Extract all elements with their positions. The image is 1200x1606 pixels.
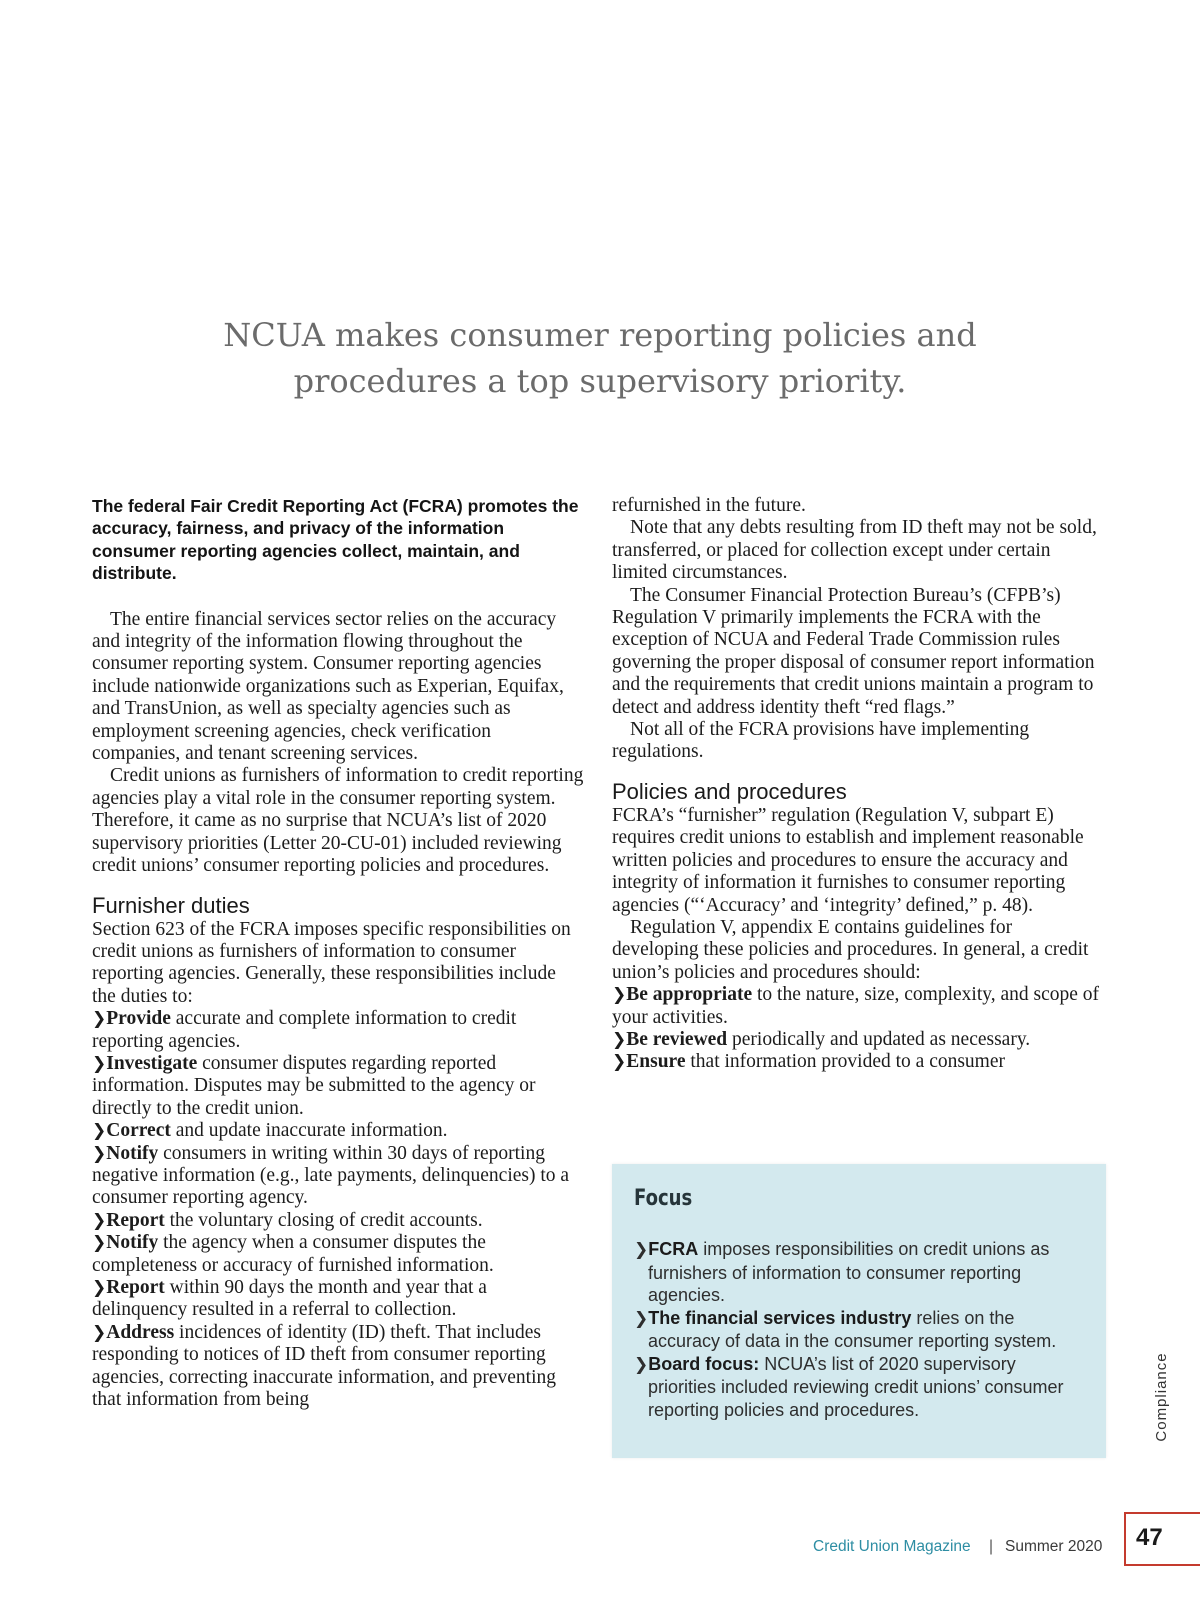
chevron-right-icon: ❯ bbox=[92, 1278, 107, 1298]
list-item bbox=[92, 1143, 584, 1210]
section-heading-furnisher-duties: Furnisher duties bbox=[92, 892, 250, 918]
list-item-text: periodically and updated as necessary. bbox=[727, 1028, 1031, 1050]
list-item bbox=[92, 1232, 584, 1277]
focus-item-text: NCUA’s list of 2020 supervisory priorities included reviewing credit unions’ consumer reporting policies and procedures. bbox=[648, 1353, 1064, 1420]
list-item-text: and update inaccurate information. bbox=[170, 1120, 448, 1142]
focus-item bbox=[634, 1353, 1074, 1422]
focus-item-text: relies on the accuracy of data in the consumer reporting system. bbox=[648, 1307, 1057, 1351]
focus-item-text: imposes responsibilities on credit unions as furnishers of information to consumer reporting agencies. bbox=[648, 1239, 1050, 1305]
list-item bbox=[92, 1120, 584, 1142]
body-paragraph: The Consumer Financial Protection Bureau’s (CFPB’s) Regulation V primarily implements the FCRA with the exception of NCUA and Federal Trade Commission rules governing the proper disposal of consumer report information and the requirements that credit unions maintain a program to detect and address identity theft “red flags.” bbox=[612, 584, 1095, 718]
left-column bbox=[92, 495, 584, 1411]
list-item-keyword: Report bbox=[106, 1277, 165, 1298]
focus-item-keyword: Board focus: bbox=[648, 1353, 760, 1374]
list-item-text: consumers in writing within 30 days of reporting negative information (e.g., late payments, delinquencies) to a consumer reporting agency. bbox=[92, 1142, 570, 1209]
focus-item bbox=[634, 1238, 1074, 1307]
focus-item-keyword: FCRA bbox=[648, 1239, 699, 1259]
body-paragraph: Credit unions as furnishers of information to credit reporting agencies play a vital role in the consumer reporting system. Therefore, it came as no surprise that NCUA’s list of 2020 supervisory priorities (Letter 20-CU-01) included reviewing credit unions’ consumer reporting policies and procedures. bbox=[92, 765, 584, 877]
list-item-keyword: Provide bbox=[106, 1008, 171, 1030]
focus-list bbox=[634, 1238, 1074, 1421]
focus-item-keyword: The financial services industry bbox=[648, 1307, 912, 1328]
chevron-right-icon: ❯ bbox=[92, 1233, 107, 1254]
body-paragraph: Regulation V, appendix E contains guidelines for developing these policies and procedures. In general, a credit union’s policies and procedures should: bbox=[612, 916, 1089, 983]
deck-line-2: procedures a top supervisory priority. bbox=[293, 362, 907, 400]
body-paragraph: refurnished in the future. bbox=[612, 495, 806, 516]
list-item-keyword: Be appropriate bbox=[626, 984, 753, 1006]
chevron-right-icon: ❯ bbox=[634, 1354, 649, 1375]
body-paragraph: The entire financial services sector relies on the accuracy and integrity of the information flowing throughout the consumer reporting system. Consumer reporting agencies include nationwide organizations such as Experian, Equifax, and TransUnion, as well as specialty agencies such as employment screening agencies, check verification companies, and tenant screening services. bbox=[92, 608, 564, 765]
body-paragraph: Note that any debts resulting from ID theft may not be sold, transferred, or placed for collection except under certain limited circumstances. bbox=[612, 517, 1097, 584]
body-paragraph: FCRA’s “furnisher” regulation (Regulation V, subpart E) requires credit unions to establish and implement reasonable written policies and procedures to ensure the accuracy and integrity of information it furnishes to consumer reporting agencies (“‘Accuracy’ and ‘integrity’ defined,” p. 48). bbox=[612, 804, 1084, 916]
section-label-text: Compliance bbox=[1153, 1352, 1170, 1442]
section-heading-policies-and-procedures: Policies and procedures bbox=[612, 778, 847, 804]
list-item-keyword: Notify bbox=[106, 1142, 159, 1164]
chevron-right-icon: ❯ bbox=[92, 1210, 107, 1231]
list-item-keyword: Report bbox=[106, 1209, 165, 1231]
list-item-text: to the nature, size, complexity, and scope of your activities. bbox=[612, 984, 1100, 1028]
focus-box bbox=[612, 1164, 1106, 1458]
list-item-keyword: Notify bbox=[106, 1232, 159, 1254]
list-item bbox=[92, 1053, 584, 1120]
list-item-text: consumer disputes regarding reported information. Disputes may be submitted to the agency or directly to the credit union. bbox=[92, 1052, 536, 1119]
list-item-text: the voluntary closing of credit accounts. bbox=[164, 1209, 483, 1231]
page-number: 47 bbox=[1136, 1524, 1163, 1551]
list-item bbox=[612, 1029, 1102, 1051]
page-number-box bbox=[1124, 1512, 1200, 1566]
right-column bbox=[612, 495, 1102, 1074]
chevron-right-icon: ❯ bbox=[612, 1052, 627, 1073]
list-item bbox=[612, 984, 1102, 1029]
chevron-right-icon: ❯ bbox=[634, 1308, 649, 1329]
article-deck bbox=[150, 312, 1050, 404]
list-item-text: incidences of identity (ID) theft. That includes responding to notices of ID theft from consumer reporting agencies, correcting inaccurate information, and preventing that information from being bbox=[92, 1321, 557, 1411]
chevron-right-icon: ❯ bbox=[92, 1009, 107, 1030]
deck-line-1: NCUA makes consumer reporting policies and bbox=[223, 316, 977, 354]
list-item-keyword: Ensure bbox=[626, 1051, 686, 1073]
footer-issue: Summer 2020 bbox=[1005, 1538, 1103, 1555]
list-item bbox=[92, 1210, 584, 1232]
list-item bbox=[92, 1277, 584, 1322]
chevron-right-icon: ❯ bbox=[634, 1240, 649, 1260]
chevron-right-icon: ❯ bbox=[612, 985, 627, 1006]
lead-paragraph: The federal Fair Credit Reporting Act (FCRA) promotes the accuracy, fairness, and privacy of the information consumer reporting agencies collect, maintain, and distribute. bbox=[92, 496, 579, 584]
list-item-text: accurate and complete information to credit reporting agencies. bbox=[92, 1008, 517, 1052]
list-item bbox=[92, 1008, 584, 1053]
list-item-keyword: Address bbox=[106, 1321, 175, 1343]
list-item-text: that information provided to a consumer bbox=[685, 1051, 1006, 1073]
chevron-right-icon: ❯ bbox=[92, 1121, 107, 1142]
body-paragraph: Not all of the FCRA provisions have implementing regulations. bbox=[612, 719, 1030, 763]
chevron-right-icon: ❯ bbox=[92, 1322, 107, 1343]
list-item bbox=[92, 1322, 584, 1412]
focus-title: Focus bbox=[634, 1186, 693, 1211]
list-item-keyword: Correct bbox=[106, 1120, 171, 1142]
duties-list bbox=[92, 1008, 584, 1411]
policies-list bbox=[612, 984, 1102, 1074]
chevron-right-icon: ❯ bbox=[612, 1029, 627, 1050]
list-item-keyword: Be reviewed bbox=[626, 1028, 728, 1050]
chevron-right-icon: ❯ bbox=[92, 1053, 107, 1074]
body-paragraph: Section 623 of the FCRA imposes specific responsibilities on credit unions as furnishers of information to consumer reporting agencies. Generally, these responsibilities include the duties to: bbox=[92, 918, 571, 1007]
footer-separator: | bbox=[989, 1538, 994, 1555]
list-item-text: the agency when a consumer disputes the completeness or accuracy of furnished information. bbox=[92, 1232, 494, 1276]
list-item bbox=[612, 1051, 1102, 1073]
list-item-text: within 90 days the month and year that a delinquency resulted in a referral to collection. bbox=[92, 1277, 487, 1321]
focus-item bbox=[634, 1307, 1074, 1353]
list-item-keyword: Investigate bbox=[106, 1052, 198, 1074]
chevron-right-icon: ❯ bbox=[92, 1143, 107, 1164]
footer-magazine-name: Credit Union Magazine bbox=[813, 1538, 971, 1555]
